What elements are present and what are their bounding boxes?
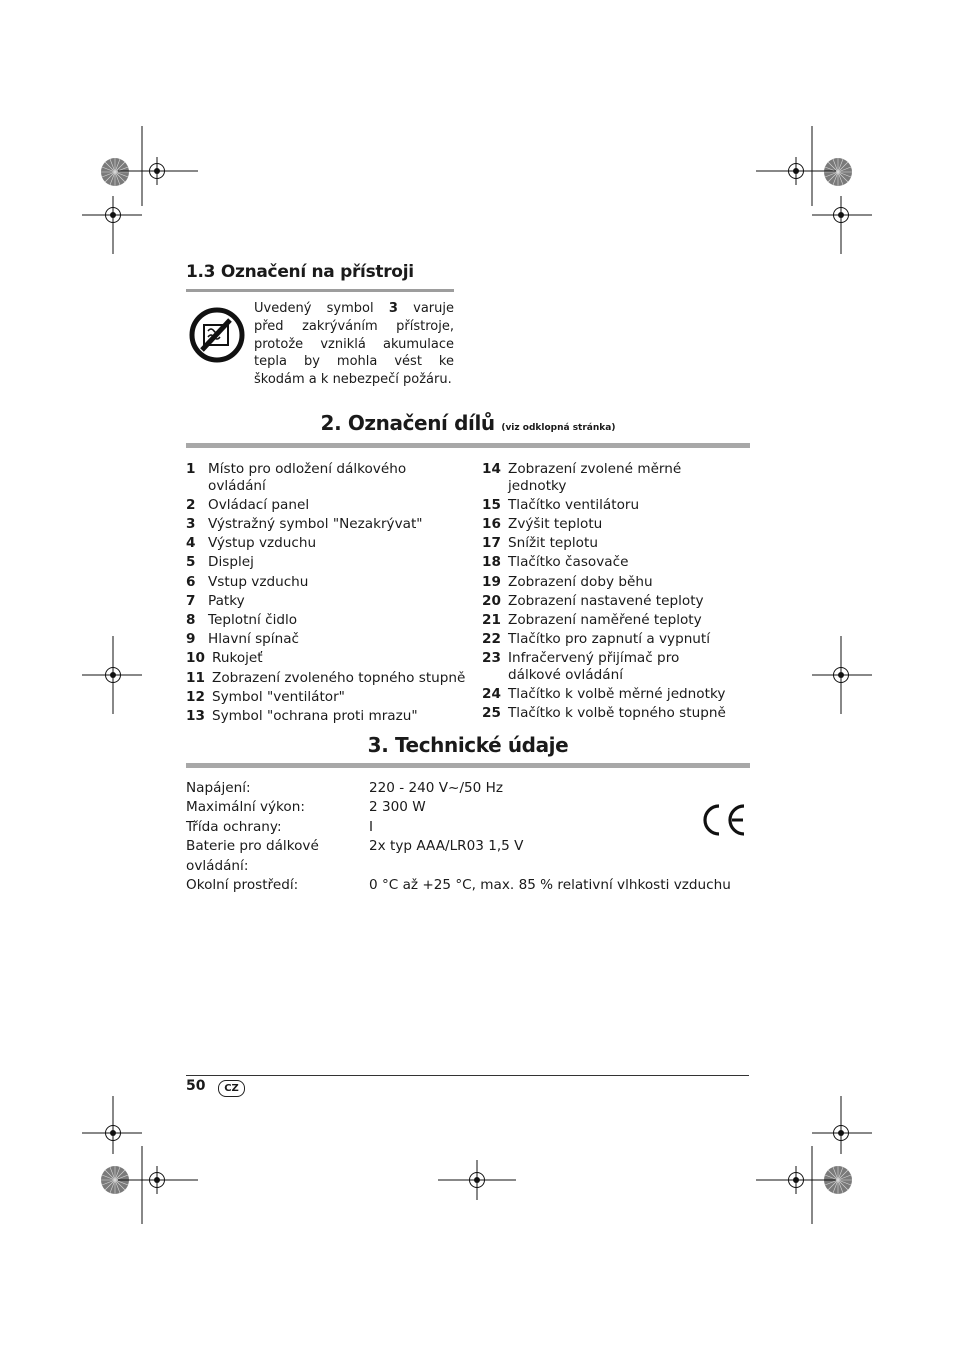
spec-value: I (369, 818, 374, 835)
list-item (482, 460, 732, 496)
warning-symbol-number: 3 (388, 301, 398, 316)
part-label: Infračervený přijímač pro dálkové ovládání (508, 650, 680, 683)
list-item (186, 553, 466, 572)
part-label: Symbol "ventilátor" (212, 688, 345, 705)
part-number: 24 (482, 686, 501, 702)
part-number: 15 (482, 496, 501, 513)
warning-text-post: varuje před zakrýváním přístroje, protože vzniklá akumulace tepla by mohla vést ke škodám a k nebezpečí požáru. (254, 301, 454, 388)
part-label: Zobrazení nastavené teploty (508, 592, 704, 609)
list-item (186, 515, 466, 534)
part-label: Tlačítko ventilátoru (508, 496, 640, 513)
list-item (482, 611, 732, 630)
list-item (186, 649, 466, 668)
spec-label: Třída ochrany: (186, 818, 282, 835)
spec-value: 0 °C až +25 °C, max. 85 % relativní vlhkosti vzduchu (369, 877, 731, 894)
part-number: 16 (482, 515, 501, 532)
section-3-rule (186, 763, 750, 768)
part-label: Tlačítko k volbě měrné jednotky (508, 686, 726, 702)
parts-list-right (482, 460, 732, 723)
list-item (482, 704, 732, 723)
list-item (482, 630, 732, 649)
part-label: Displej (208, 554, 254, 571)
spec-row (186, 779, 731, 798)
part-label: Výstup vzduchu (208, 535, 317, 552)
warning-description (254, 300, 454, 389)
page-number: 50 (186, 1078, 206, 1094)
part-number: 17 (482, 535, 501, 552)
part-label: Výstražný symbol "Nezakrývat" (208, 515, 423, 532)
part-number: 21 (482, 611, 501, 628)
list-item (186, 496, 466, 515)
part-number: 22 (482, 631, 501, 648)
part-number: 5 (186, 554, 196, 571)
footer-rule (186, 1075, 749, 1076)
part-number: 6 (186, 573, 196, 590)
section-2-subtitle: (viz odklopná stránka) (501, 423, 616, 433)
spec-label: Napájení: (186, 780, 251, 796)
part-number: 19 (482, 573, 501, 590)
part-number: 14 (482, 461, 501, 477)
spec-row (186, 818, 731, 837)
list-item (186, 534, 466, 553)
list-item (186, 688, 466, 707)
part-label: Zobrazení doby běhu (508, 573, 653, 590)
list-item (482, 592, 732, 611)
part-label: Tlačítko pro zapnutí a vypnutí (508, 631, 711, 648)
part-label: Teplotní čidlo (208, 611, 298, 628)
list-item (482, 685, 732, 704)
list-item (186, 669, 466, 688)
spec-value: 220 - 240 V~/50 Hz (369, 780, 504, 796)
part-label: Zobrazení zvolené měrné jednotky (508, 461, 682, 494)
list-item (482, 573, 732, 592)
part-number: 4 (186, 535, 196, 552)
part-number: 7 (186, 592, 196, 609)
section-1-3-rule (186, 289, 454, 292)
part-label: Zobrazení zvoleného topného stupně (212, 669, 466, 686)
section-2-heading: 2. Označení dílů (320, 411, 495, 435)
list-item (186, 460, 466, 496)
part-label: Snížit teplotu (508, 535, 598, 552)
list-item (482, 496, 732, 515)
list-item (482, 534, 732, 553)
part-number: 13 (186, 707, 205, 724)
part-label: Symbol "ochrana proti mrazu" (212, 707, 418, 724)
list-item (186, 630, 466, 649)
section-2-rule (186, 443, 750, 448)
part-label: Zobrazení naměřené teploty (508, 611, 702, 628)
parts-list-left (186, 460, 466, 726)
part-number: 25 (482, 705, 501, 722)
part-number: 11 (186, 669, 205, 686)
no-cover-warning-icon (189, 307, 245, 363)
part-label: Tlačítko časovače (508, 554, 629, 571)
list-item (186, 573, 466, 592)
spec-row (186, 798, 731, 817)
part-number: 3 (186, 515, 196, 532)
part-number: 9 (186, 631, 196, 648)
part-label: Hlavní spínač (208, 631, 299, 648)
part-number: 2 (186, 496, 196, 513)
part-label: Místo pro odložení dálkového ovládání (208, 461, 407, 494)
list-item (186, 707, 466, 726)
section-2-title (186, 411, 750, 435)
part-number: 10 (186, 650, 205, 667)
country-code-badge: CZ (218, 1080, 245, 1097)
part-label: Vstup vzduchu (208, 573, 309, 590)
ce-mark-icon (700, 803, 746, 837)
tech-specs (186, 779, 731, 895)
part-label: Rukojeť (212, 650, 263, 667)
part-label: Patky (208, 592, 245, 609)
spec-label: Maximální výkon: (186, 799, 305, 816)
part-number: 8 (186, 611, 196, 628)
spec-row (186, 876, 731, 895)
list-item (482, 649, 732, 685)
spec-value: 2 300 W (369, 799, 426, 816)
part-label: Zvýšit teplotu (508, 515, 603, 532)
warning-text-pre: Uvedený symbol (254, 301, 389, 316)
list-item (482, 515, 732, 534)
part-label: Tlačítko k volbě topného stupně (508, 705, 726, 722)
list-item (186, 611, 466, 630)
part-label: Ovládací panel (208, 496, 310, 513)
spec-label: Baterie pro dálkové ovládání: (186, 838, 319, 874)
list-item (186, 592, 466, 611)
part-number: 18 (482, 554, 501, 571)
spec-row (186, 837, 731, 876)
section-1-3-title: 1.3 Označení na přístroji (186, 262, 414, 282)
list-item (482, 553, 732, 572)
part-number: 1 (186, 461, 196, 477)
spec-value: 2x typ AAA/LR03 1,5 V (369, 838, 524, 855)
section-3-title: 3. Technické údaje (367, 733, 569, 757)
part-number: 20 (482, 592, 501, 609)
part-number: 23 (482, 650, 501, 667)
part-number: 12 (186, 688, 205, 705)
spec-label: Okolní prostředí: (186, 877, 299, 894)
